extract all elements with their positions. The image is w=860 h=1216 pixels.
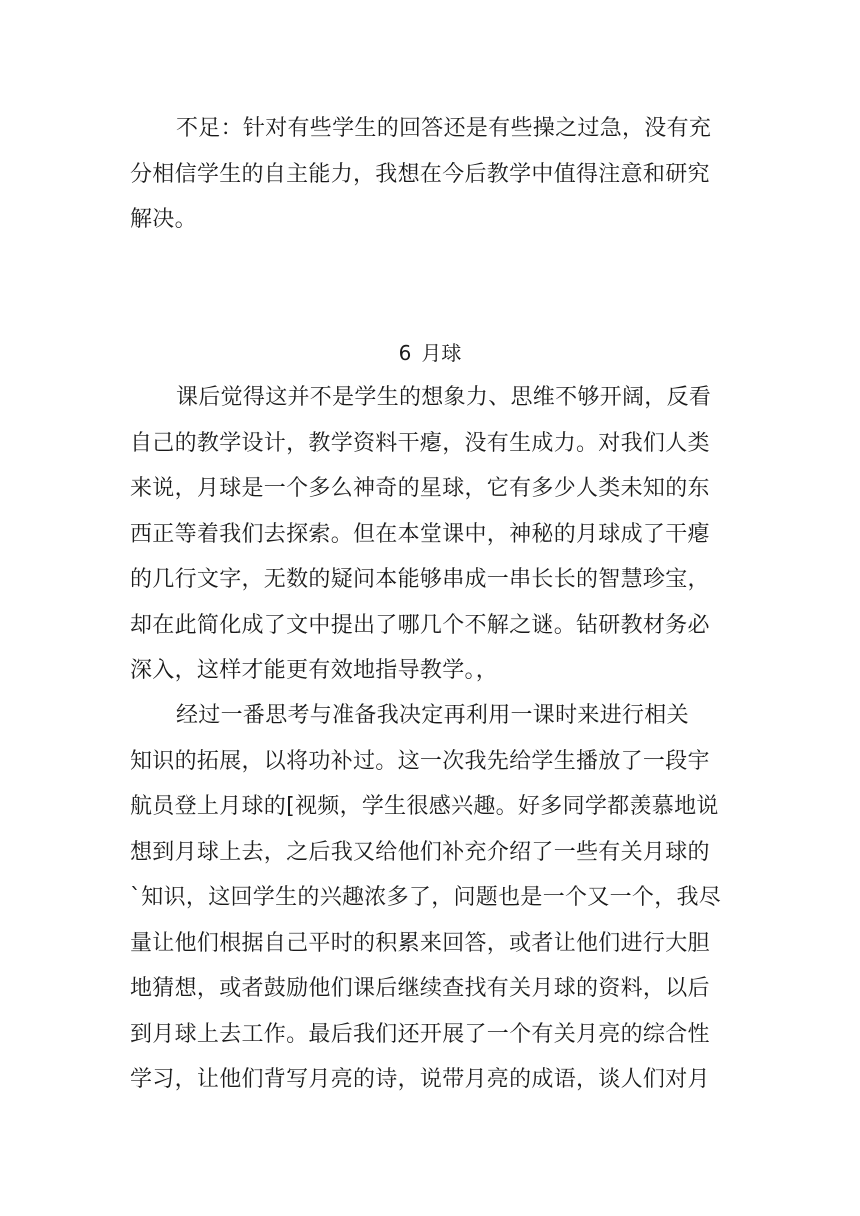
paragraph-extension [130, 693, 730, 1103]
text-line: 量让他们根据自己平时的积累来回答，或者让他们进行大胆 [130, 930, 710, 956]
text-line: 学习，让他们背写月亮的诗，说带月亮的成语，谈人们对月 [130, 1067, 710, 1092]
paragraph-reflection [130, 375, 730, 694]
text-line: 知识的拓展，以将功补过。这一次我先给学生播放了一段宇 [130, 748, 710, 774]
text-line: 到月球上去工作。最后我们还开展了一个有关月亮的综合性 [130, 1021, 710, 1047]
text-line: `知识，这回学生的兴趣浓多了，问题也是一个又一个，我尽 [130, 885, 722, 910]
text-line: 想到月球上去，之后我又给他们补充介绍了一些有关月球的 [130, 839, 710, 865]
text-line: 航员登上月球的[视频，学生很感兴趣。好多同学都羡慕地说 [130, 794, 719, 819]
text-line: 来说，月球是一个多么神奇的星球，它有多少人类未知的东 [130, 476, 710, 501]
text-line: 的几行文字，无数的疑问本能够串成一串长长的智慧珍宝， [130, 567, 710, 592]
text-line: 地猜想，或者鼓励他们课后继续查找有关月球的资料，以后 [130, 976, 710, 1001]
text-line: 深入，这样才能更有效地指导教学。， [130, 658, 499, 683]
heading-title: 月球 [421, 341, 462, 365]
paragraph-shortcomings [130, 106, 730, 243]
text-line: 却在此简化成了文中提出了哪几个不解之谜。钻研教材务必 [130, 612, 710, 638]
heading-number: 6 [398, 341, 412, 365]
text-line: 解决。 [130, 207, 197, 232]
text-line: 经过一番思考与准备我决定再利用一课时来进行相关 [176, 703, 689, 728]
text-line: 自己的教学设计，教学资料干瘪，没有生成力。对我们人类 [130, 430, 710, 456]
section-heading [0, 333, 860, 373]
text-line: 西正等着我们去探索。但在本堂课中，神秘的月球成了干瘪 [130, 521, 710, 547]
text-line: 课后觉得这并不是学生的想象力、思维不够开阔，反看 [176, 385, 712, 410]
text-line: 不足：针对有些学生的回答还是有些操之过急，没有充 [176, 116, 712, 141]
text-line: 分相信学生的自主能力，我想在今后教学中值得注意和研究 [130, 161, 710, 187]
